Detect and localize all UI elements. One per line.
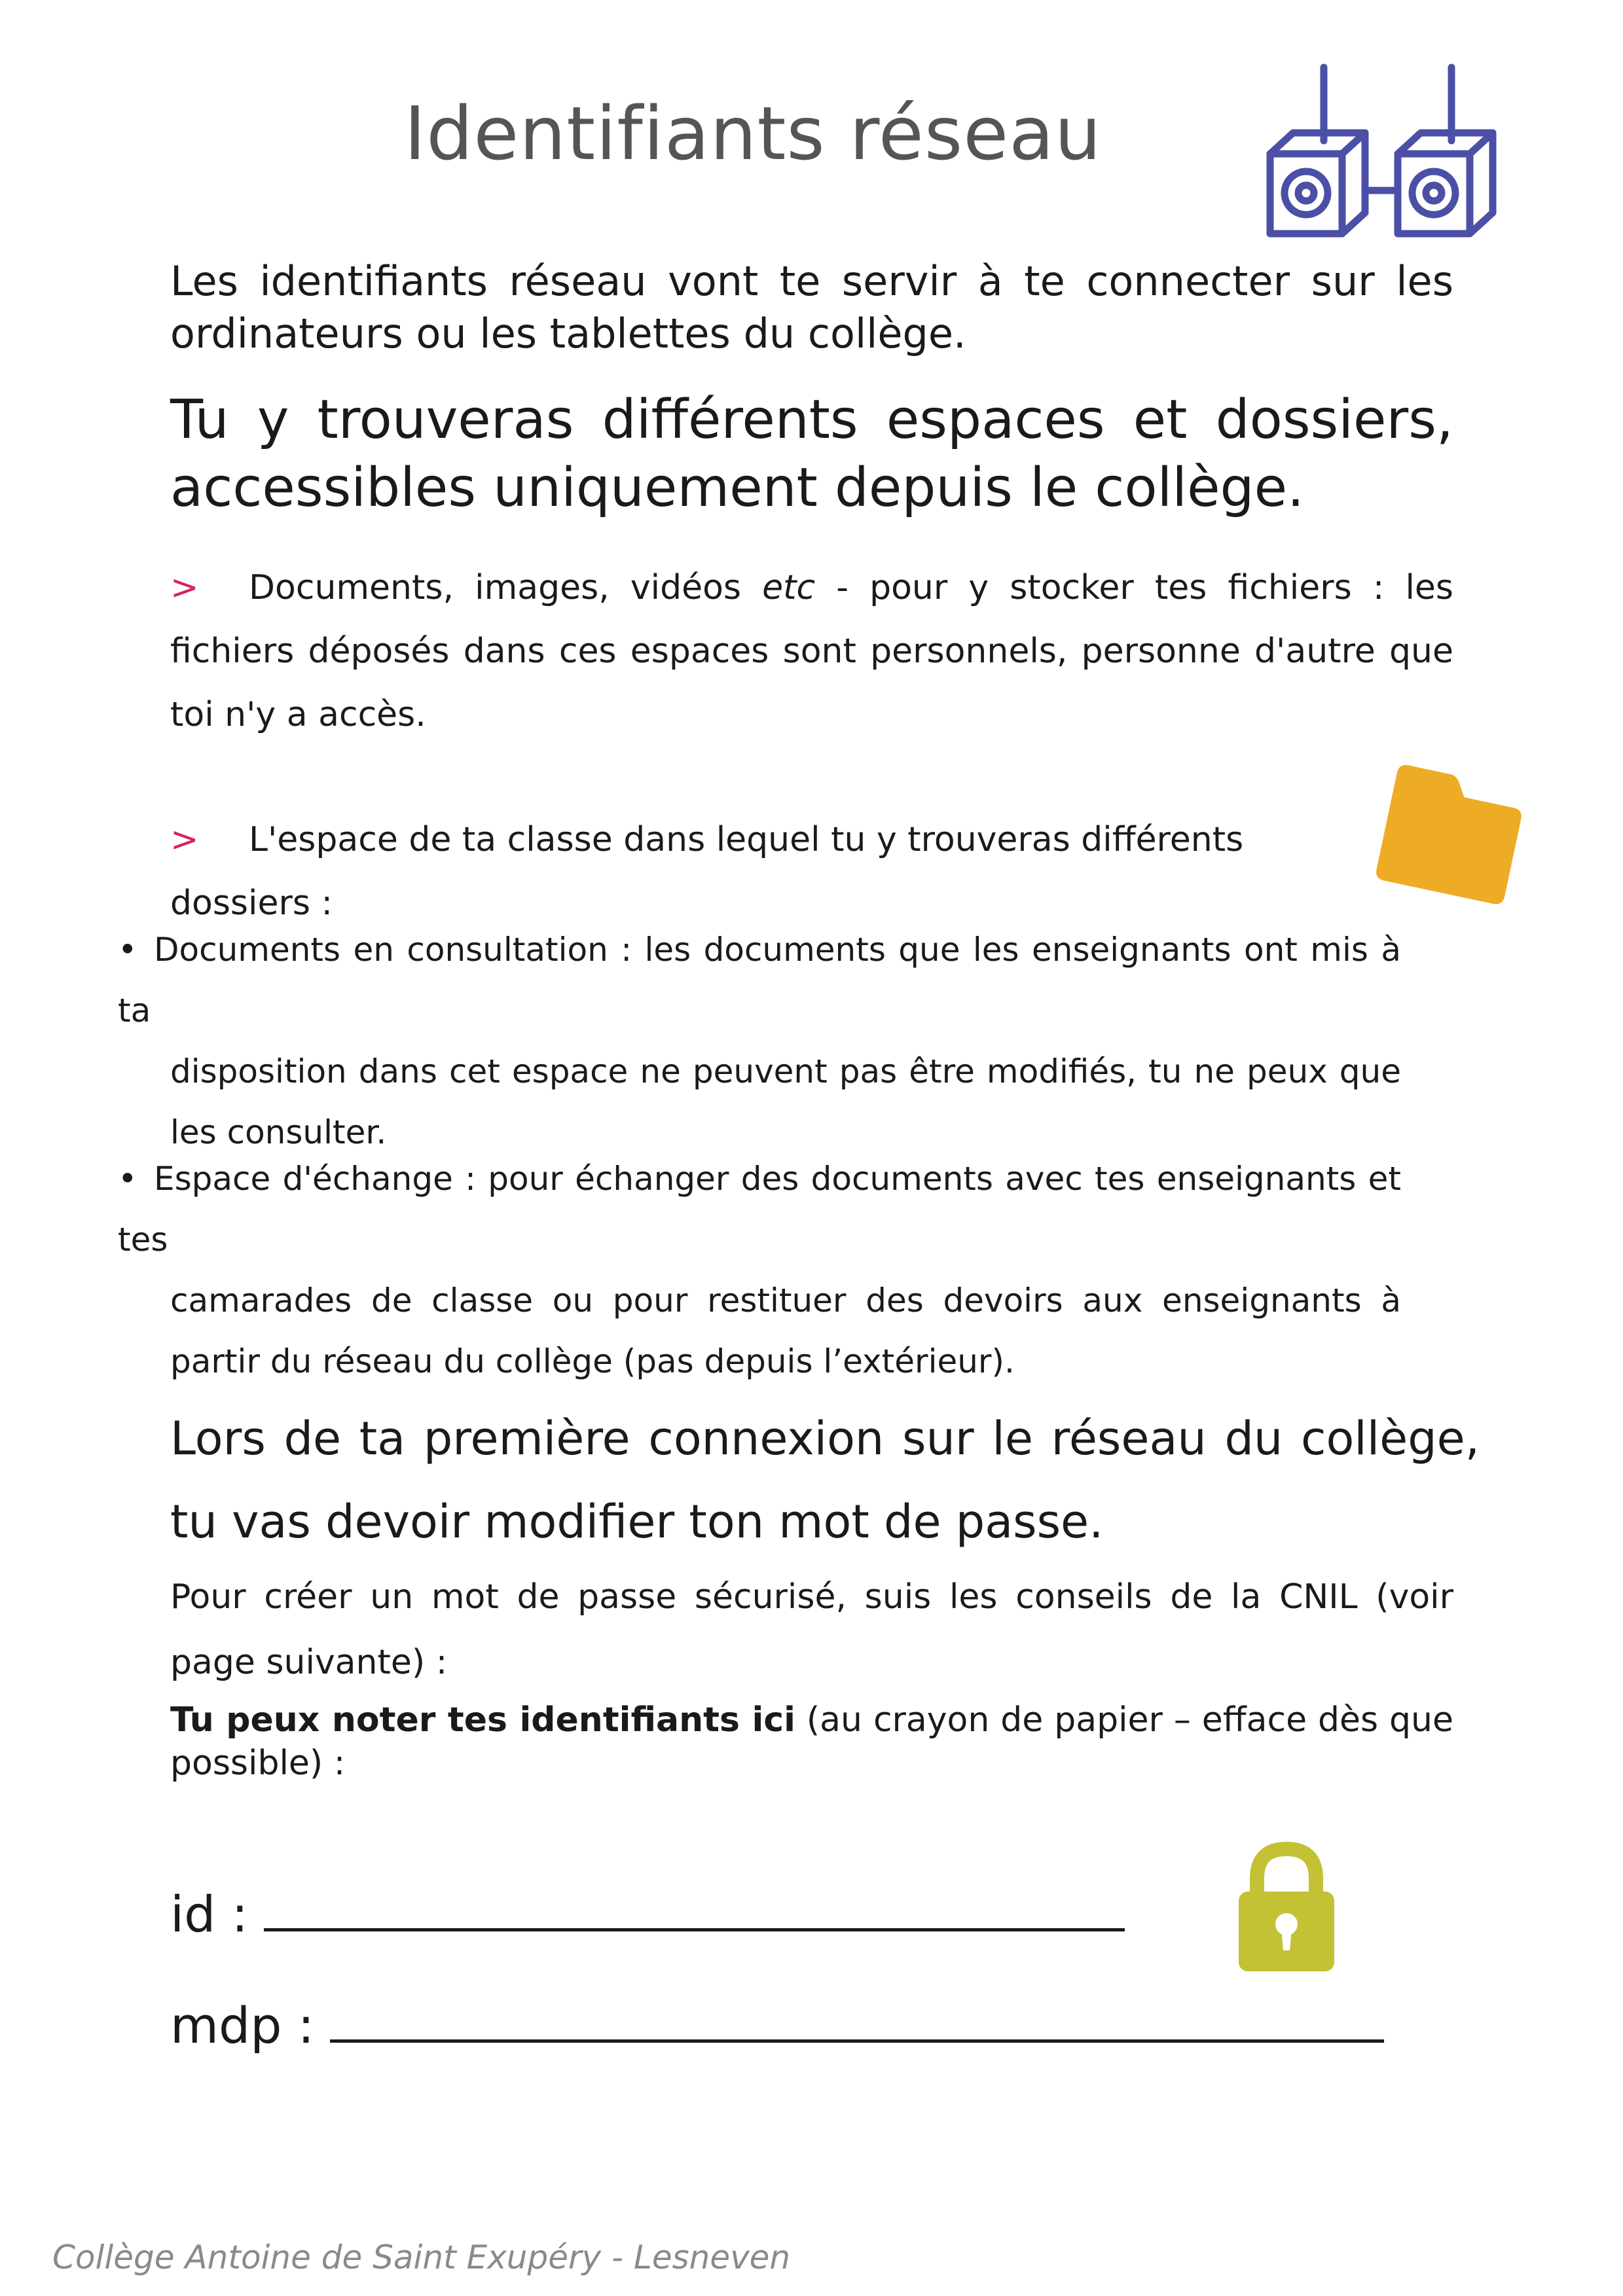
- network-devices-icon: [1257, 62, 1512, 259]
- bullet-class-space: > L'espace de ta classe dans lequel tu y trouveras différents dossiers :: [170, 808, 1388, 935]
- first-login-text: Lors de ta première connexion sur le réseau du collège, tu vas devoir modifier ton mot de passe.: [170, 1412, 1480, 1549]
- mdp-blank-line: [330, 2033, 1384, 2043]
- bullet-arrow: >: [170, 820, 199, 859]
- id-blank-line: [264, 1922, 1125, 1931]
- bullet-personal-files: > Documents, images, vidéos etc - pour y stocker tes fichiers : les fichiers déposés dans ces espaces sont personnels, personne d'autre que toi n'y a accès.: [170, 556, 1453, 747]
- note-text: Tu peux noter tes identifiants ici (au crayon de papier – efface dès que possible) :: [170, 1700, 1453, 1783]
- mdp-label: mdp :: [170, 1996, 315, 2054]
- lead-text: Tu y trouveras différents espaces et dossiers, accessibles uniquement depuis le collège.: [170, 389, 1453, 519]
- sub-item-consultation: • Documents en consultation : les documents que les enseignants ont mis à ta disposition dans cet espace ne peuvent pas être modifiés, tu ne peux que les consulter.: [118, 931, 1401, 1151]
- footer-school-name: Collège Antoine de Saint Exupéry - Lesneven: [52, 2238, 791, 2276]
- id-field[interactable]: [170, 1885, 1125, 1943]
- folder-icon: [1365, 759, 1535, 916]
- page-title: Identifiants réseau: [404, 92, 1102, 177]
- password-field[interactable]: [170, 1996, 1384, 2054]
- id-label: id :: [170, 1885, 249, 1943]
- padlock-icon: [1231, 1833, 1342, 1977]
- bullet-arrow: >: [170, 568, 199, 607]
- cnil-text: Pour créer un mot de passe sécurisé, suis les conseils de la CNIL (voir page suivante) :: [170, 1577, 1453, 1682]
- sub-item-exchange: • Espace d'échange : pour échanger des documents avec tes enseignants et tes camarades de classe ou pour restituer des devoirs aux enseignants à partir du réseau du collège (pas depuis l’extérieur).: [118, 1160, 1401, 1380]
- intro-text: Les identifiants réseau vont te servir à te connecter sur les ordinateurs ou les tablettes du collège.: [170, 257, 1453, 357]
